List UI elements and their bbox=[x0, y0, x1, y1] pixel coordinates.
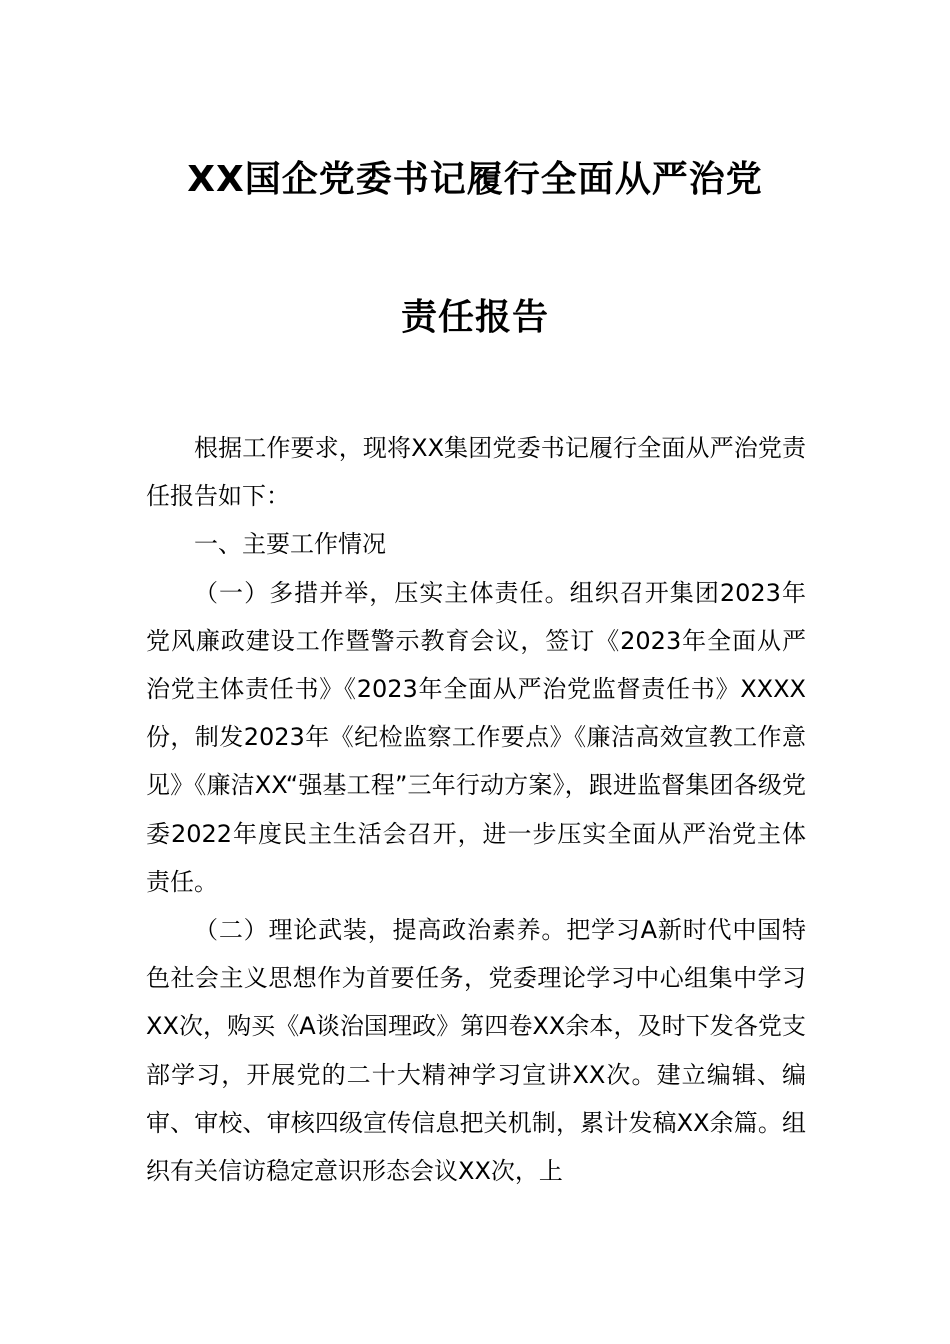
body-paragraph-1: （一）多措并举，压实主体责任。组织召开集团2023年党风廉政建设工作暨警示教育会议，签订《2023年全面从严治党主体责任书》《2023年全面从严治党监督责任书》XXXX份，制发2023年《纪检监察工作要点》《廉洁高效宣教工作意见》《廉洁XX“强基工程”三年行动方案》，跟进监督集团各级党委2022年度民主生活会召开，进一步压实全面从严治党主体责任。 bbox=[146, 578, 806, 896]
document-body bbox=[146, 424, 806, 1195]
document-title-line-2: 责任报告 bbox=[400, 297, 549, 338]
intro-paragraph: 根据工作要求，现将XX集团党委书记履行全面从严治党责任报告如下： bbox=[146, 434, 806, 511]
section-heading: 一、主要工作情况 bbox=[194, 530, 386, 559]
body-paragraph-2: （二）理论武装，提高政治素养。把学习A新时代中国特色社会主义思想作为首要任务，党委理论学习中心组集中学习XX次，购买《A谈治国理政》第四卷XX余本，及时下发各党支部学习，开展党的二十大精神学习宣讲XX次。建立编辑、编审、审校、审核四级宣传信息把关机制，累计发稿XX余篇。组织有关信访稳定意识形态会议XX次，上 bbox=[146, 916, 806, 1186]
document-title-line-1: XX国企党委书记履行全面从严治党 bbox=[187, 159, 763, 200]
